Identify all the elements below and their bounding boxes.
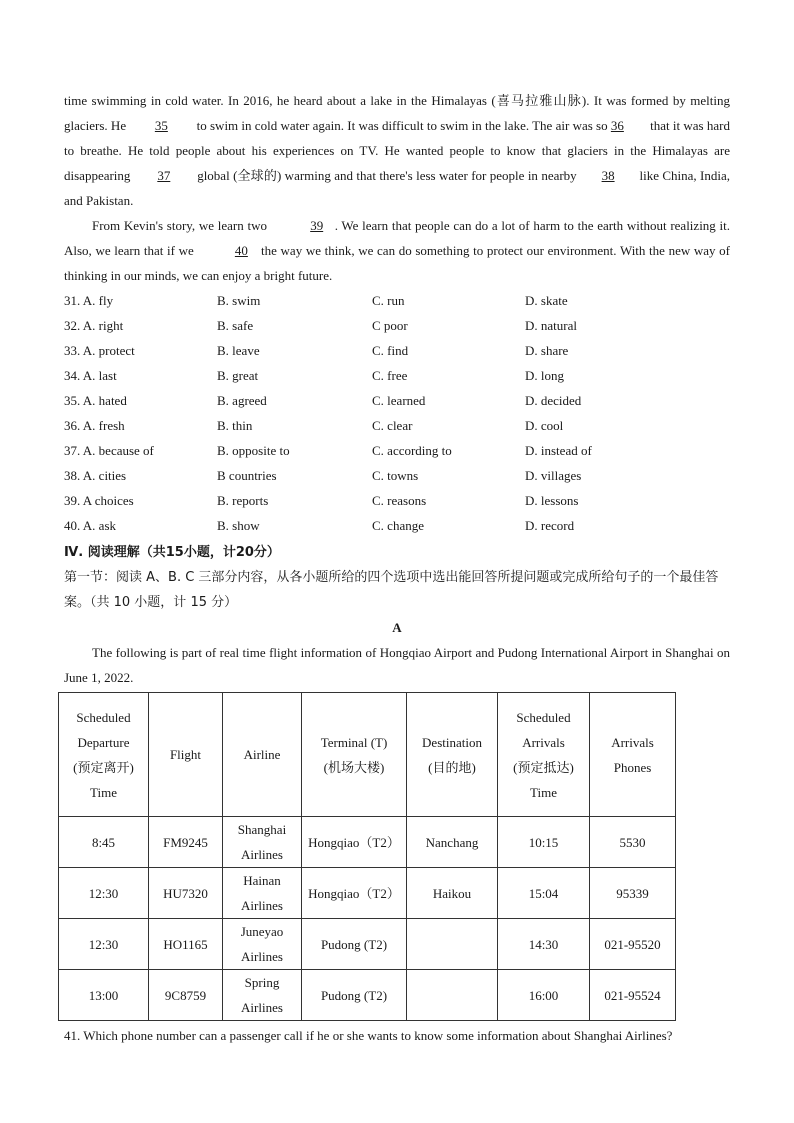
blank-35: 35 [154,118,168,133]
option-row-37 [64,438,730,463]
cell-arrival: 16:00 [498,970,590,1021]
option-c: C. free [372,368,408,383]
cell-arrival: 10:15 [498,817,590,868]
option-c: C. clear [372,418,413,433]
cell-airline: Spring Airlines [223,970,302,1021]
header-departure [59,693,149,817]
option-row-33 [64,338,730,363]
option-row-34 [64,363,730,388]
cell-flight: HU7320 [149,868,223,919]
option-c: C. find [372,343,409,358]
cell-destination [407,970,498,1021]
header-line: Terminal (T) [320,734,388,750]
blank-39: 39 [310,218,324,233]
header-line: Airline [243,747,281,762]
passage-text: the way we think, we can do something to protect our environment. With the new way of thinking in our minds, we can enjoy a bright future. [64,243,730,283]
cell-flight: 9C8759 [149,970,223,1021]
passage-text: that it was hard to breathe. He told people about his experiences on TV. He wanted people to know that glaciers in the Himalayas are disappearing [64,118,730,183]
option-d: D. instead of [525,443,592,458]
part-a-intro: The following is part of real time flight information of Hongqiao Airport and Pudong International Airport in Shanghai on June 1, 2022. [64,645,730,685]
option-d: D. record [525,518,575,533]
option-b: B. agreed [217,393,267,408]
cell-airline: Juneyao Airlines [223,919,302,970]
option-a: 35. A. hated [64,393,127,408]
option-b: B. leave [217,343,260,358]
part-heading: A [392,620,402,635]
cell-airline: Hainan Airlines [223,868,302,919]
option-c: C. according to [372,443,452,458]
option-b: B. swim [217,293,261,308]
option-a: 34. A. last [64,368,117,383]
option-c: C. run [372,293,405,308]
cell-flight: HO1165 [149,919,223,970]
cell-phone: 021-95524 [590,970,676,1021]
header-line: Departure [77,734,130,750]
cell-destination [407,919,498,970]
option-a: 32. A. right [64,318,124,333]
option-d: D. skate [525,293,568,308]
exam-page [64,88,730,1047]
header-arrivals-time [498,693,590,817]
cell-phone: 95339 [590,868,676,919]
table-row [59,970,676,1021]
option-row-39 [64,488,730,513]
passage-text: time swimming in cold water. In 2016, he heard about a lake in the Himalayas (喜马拉雅山脉). It was formed by melting glaciers. He [64,93,730,133]
option-d: D. decided [525,393,582,408]
passage-text: like China, India, and Pakistan. [64,168,730,208]
option-b: B. safe [217,318,254,333]
cell-arrival: 15:04 [498,868,590,919]
header-line: Arrivals [611,734,654,750]
header-line: Scheduled [76,709,131,725]
cell-terminal: Pudong (T2) [302,919,407,970]
option-d: D. lessons [525,493,579,508]
table-row [59,919,676,970]
option-a: 36. A. fresh [64,418,125,433]
header-flight [149,693,223,817]
cell-departure: 8:45 [59,817,149,868]
cell-phone: 021-95520 [590,919,676,970]
option-b: B. great [217,368,259,383]
option-a: 39. A choices [64,493,134,508]
cell-airline: Shanghai Airlines [223,817,302,868]
header-line: Arrivals [522,734,565,750]
passage-text: global (全球的) warming and that there's less water for people in nearby [193,168,581,183]
header-line: Phones [613,759,652,775]
flight-table [58,692,676,1021]
passage-text: From Kevin's story, we learn two [92,218,271,233]
cell-terminal: Pudong (T2) [302,970,407,1021]
cell-terminal: Hongqiao（T2） [302,817,407,868]
option-c: C. reasons [372,493,427,508]
option-b: B. thin [217,418,253,433]
option-c: C poor [372,318,408,333]
header-line: Time [90,784,117,800]
option-row-35 [64,388,730,413]
option-a: 33. A. protect [64,343,135,358]
header-line: (预定离开) [73,759,134,775]
option-a: 37. A. because of [64,443,154,458]
table-row [59,868,676,919]
option-c: C. towns [372,468,419,483]
option-a: 31. A. fly [64,293,114,308]
passage-text: to swim in cold water again. It was difficult to swim in the lake. The air was so [193,118,611,133]
passage-paragraph-1 [64,88,730,213]
option-b: B. show [217,518,260,533]
blank-36: 36 [610,118,624,133]
cell-destination: Haikou [407,868,498,919]
table-row [59,817,676,868]
cell-flight: FM9245 [149,817,223,868]
option-row-32 [64,313,730,338]
section-title: Ⅳ. 阅读理解（共15小题，计20分） [64,545,280,560]
option-d: D. villages [525,468,582,483]
header-line: (目的地) [428,759,476,775]
cell-terminal: Hongqiao（T2） [302,868,407,919]
option-row-31 [64,288,730,313]
cell-arrival: 14:30 [498,919,590,970]
cell-departure: 12:30 [59,868,149,919]
blank-37: 37 [157,168,171,183]
header-terminal [302,693,407,817]
option-a: 40. A. ask [64,518,116,533]
cell-departure: 12:30 [59,919,149,970]
question-41: 41. Which phone number can a passenger call if he or she wants to know some information about Shanghai Airlines? [64,1028,673,1043]
cell-destination: Nanchang [407,817,498,868]
passage-paragraph-2 [64,213,730,288]
option-d: D. natural [525,318,577,333]
header-line: Scheduled [516,709,571,725]
cell-phone: 5530 [590,817,676,868]
section-instructions: 第一节：阅读 A、B. C 三部分内容，从各小题所给的四个选项中选出能回答所提问题或完成所给句子的一个最佳答案。（共 10 小题，计 15 分） [64,570,719,610]
header-arrivals-phones [590,693,676,817]
header-line: Flight [169,747,202,762]
header-line: Time [530,784,557,800]
option-b: B. opposite to [217,443,290,458]
option-c: C. learned [372,393,426,408]
cell-departure: 13:00 [59,970,149,1021]
blank-40: 40 [234,243,248,258]
header-line: Destination [422,734,482,750]
option-row-40 [64,513,730,538]
option-row-36 [64,413,730,438]
option-d: D. share [525,343,569,358]
header-line: (预定抵达) [513,759,574,775]
header-destination [407,693,498,817]
table-header-row [59,693,676,817]
header-line: (机场大楼) [323,759,385,775]
option-b: B countries [217,468,277,483]
option-a: 38. A. cities [64,468,127,483]
header-airline [223,693,302,817]
option-d: D. cool [525,418,564,433]
options-list [64,288,730,538]
option-row-38 [64,463,730,488]
option-c: C. change [372,518,424,533]
option-d: D. long [525,368,564,383]
blank-38: 38 [601,168,615,183]
option-b: B. reports [217,493,269,508]
passage-text: . We learn that people can do a lot of harm to the earth without realizing it. Also, we learn that if we [64,218,730,258]
